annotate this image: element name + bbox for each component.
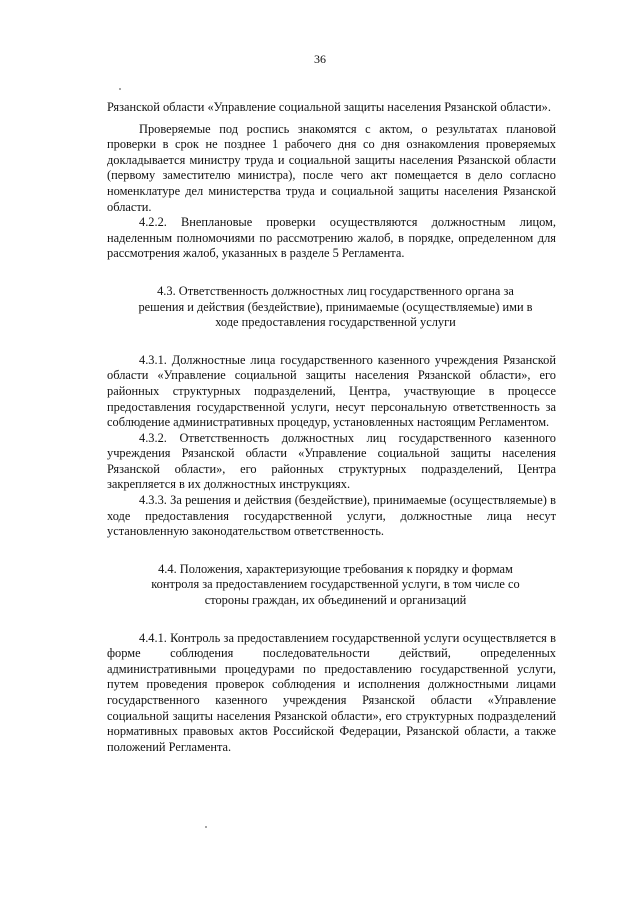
paragraph-audit-acquaintance: Проверяемые под роспись знакомятся с актом, о результатах плановой проверки в срок не позднее 1 рабочего дня со дня ознакомления проверяемых докладывается министру труда и социальной защиты населения Рязанской области (первому заместителю министра), после чего акт помещается в дело согласно номенклатуре дел министерства труда и социальной защиты населения Рязанской области. bbox=[107, 121, 556, 214]
paragraph-4-3-2: 4.3.2. Ответственность должностных лиц государственного казенного учреждения Рязанской области «Управление социальной защиты населения Рязанской области», его районных структурных подразделений, Центра закрепляется в их должностных инструкциях. bbox=[107, 430, 556, 492]
section-heading-4-3: 4.3. Ответственность должностных лиц государственного органа за решения и действия (бездействие), принимаемые (осуществляемые) ими в ходе предоставления государственной услуги bbox=[138, 283, 533, 330]
document-body bbox=[107, 100, 556, 755]
paragraph-4-3-1: 4.3.1. Должностные лица государственного казенного учреждения Рязанской области «Управление социальной защиты населения Рязанской области», его районных структурных подразделений, Центра, участвующие в процессе предоставления государственной услуги, несут персональную ответственность за соблюдение административных процедур, установленных настоящим Регламентом. bbox=[107, 352, 556, 430]
paragraph-4-2-2: 4.2.2. Внеплановые проверки осуществляются должностным лицом, наделенным полномочиями по рассмотрению жалоб, в порядке, определенном для рассмотрения жалоб, указанных в разделе 5 Регламента. bbox=[107, 215, 556, 261]
section-heading-4-4: 4.4. Положения, характеризующие требования к порядку и формам контроля за предоставлением государственной услуги, в том числе со стороны граждан, их объединений и организаций bbox=[151, 561, 520, 608]
scan-speck bbox=[205, 826, 207, 828]
scan-speck bbox=[119, 88, 121, 90]
page-number: 36 bbox=[314, 52, 326, 66]
paragraph-4-3-3: 4.3.3. За решения и действия (бездействие), принимаемые (осуществляемые) в ходе предоставления государственной услуги, должностные лица несут установленную законодательством ответственность. bbox=[107, 493, 556, 539]
paragraph-continuation: Рязанской области «Управление социальной защиты населения Рязанской области». bbox=[107, 100, 551, 114]
paragraph-4-4-1: 4.4.1. Контроль за предоставлением государственной услуги осуществляется в форме соблюдения последовательности действий, определенных административными процедурами по предоставлению государственной услуги, путем проведения проверок соблюдения и исполнения должностными лицами государственного казенного учреждения Рязанской области «Управление социальной защиты населения Рязанской области», его структурных подразделений нормативных правовых актов Российской Федерации, Рязанской области, а также положений Регламента. bbox=[107, 630, 556, 754]
